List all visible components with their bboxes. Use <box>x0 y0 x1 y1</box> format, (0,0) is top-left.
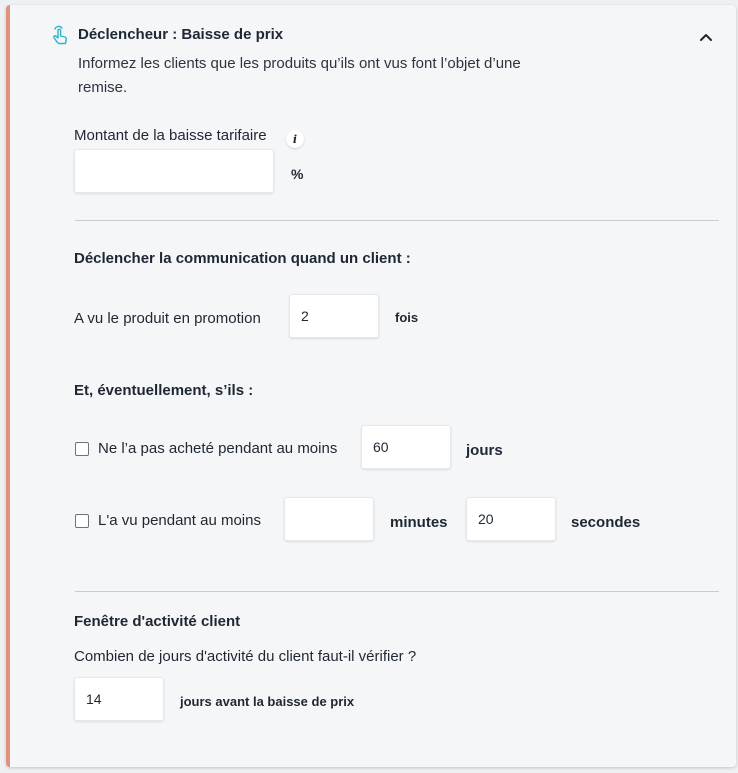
price-drop-label: Montant de la baisse tarifaire <box>74 127 267 144</box>
seconds-input[interactable] <box>466 497 556 541</box>
trigger-panel <box>6 5 736 767</box>
viewed-for-checkbox[interactable] <box>75 514 89 528</box>
price-drop-input[interactable] <box>74 149 274 193</box>
activity-window-heading: Fenêtre d'activité client <box>74 613 241 630</box>
seconds-unit: secondes <box>571 514 641 531</box>
not-bought-days-input[interactable] <box>361 425 451 469</box>
trigger-condition-heading: Déclencher la communication quand un client : <box>74 250 411 267</box>
minutes-unit: minutes <box>390 514 448 531</box>
trigger-title: Déclencheur : Baisse de prix <box>78 26 284 43</box>
percent-unit: % <box>291 166 304 182</box>
viewed-count-unit: fois <box>395 310 419 325</box>
not-bought-checkbox[interactable] <box>75 442 89 456</box>
viewed-for-label: L'a vu pendant au moins <box>98 512 261 529</box>
divider <box>75 591 719 592</box>
hand-pointer-icon <box>50 25 70 47</box>
viewed-product-label: A vu le produit en promotion <box>74 310 261 327</box>
not-bought-label: Ne l’a pas acheté pendant au moins <box>98 440 338 457</box>
viewed-count-input[interactable] <box>289 294 379 338</box>
not-bought-days-unit: jours <box>466 442 503 459</box>
divider <box>75 220 719 221</box>
trigger-description: Informez les clients que les produits qu’ils ont vus font l’objet d’une remise. <box>78 55 521 96</box>
minutes-input[interactable] <box>284 497 374 541</box>
info-icon[interactable]: i <box>286 130 304 148</box>
chevron-up-icon[interactable] <box>696 27 716 47</box>
activity-window-question: Combien de jours d'activité du client faut-il vérifier ? <box>74 648 417 665</box>
optional-conditions-heading: Et, éventuellement, s’ils : <box>74 382 254 399</box>
activity-days-input[interactable] <box>74 677 164 721</box>
activity-days-unit: jours avant la baisse de prix <box>180 694 355 709</box>
